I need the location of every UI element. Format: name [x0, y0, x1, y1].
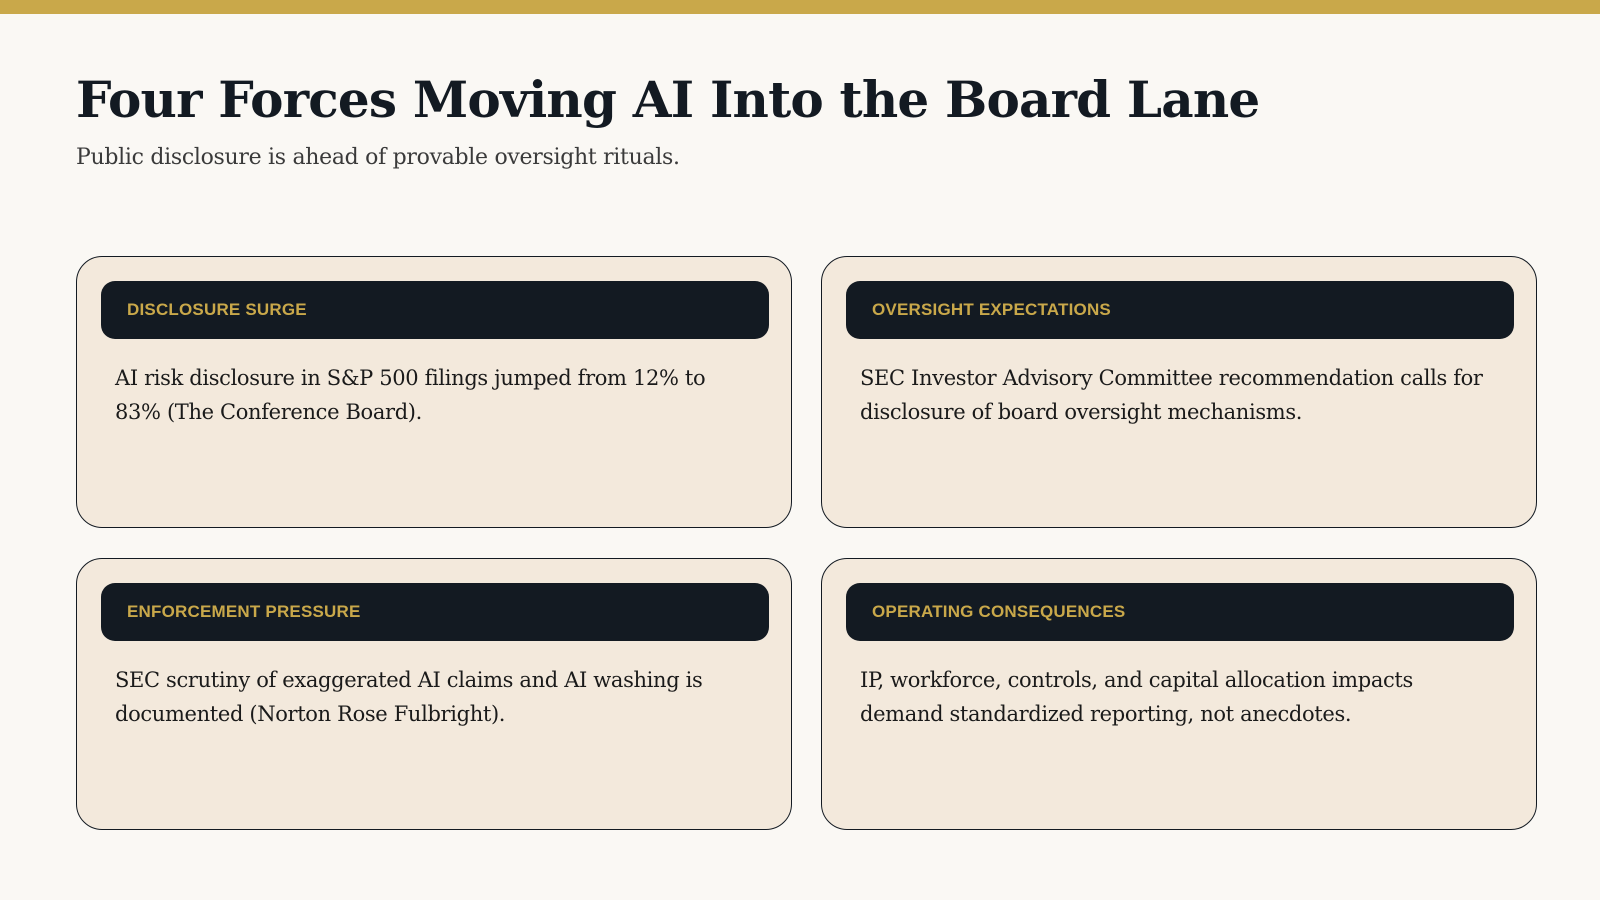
card-operating-consequences [821, 558, 1537, 830]
card-enforcement-pressure [76, 558, 792, 830]
card-oversight-expectations [821, 256, 1537, 528]
card-header: DISCLOSURE SURGE [101, 281, 769, 339]
card-body: IP, workforce, controls, and capital allocation impacts demand standardized reporting, not anecdotes. [860, 668, 1413, 726]
card-body: SEC Investor Advisory Committee recommendation calls for disclosure of board oversight mechanisms. [860, 366, 1483, 424]
card-header: ENFORCEMENT PRESSURE [101, 583, 769, 641]
page-title: Four Forces Moving AI Into the Board Lane [76, 70, 1260, 129]
card-disclosure-surge [76, 256, 792, 528]
card-body: SEC scrutiny of exaggerated AI claims and AI washing is documented (Norton Rose Fulbright). [115, 668, 703, 726]
page-subtitle: Public disclosure is ahead of provable oversight rituals. [76, 145, 680, 170]
card-header: OPERATING CONSEQUENCES [846, 583, 1514, 641]
top-accent-bar [0, 0, 1600, 14]
card-body: AI risk disclosure in S&P 500 filings jumped from 12% to 83% (The Conference Board). [115, 366, 706, 424]
card-header: OVERSIGHT EXPECTATIONS [846, 281, 1514, 339]
